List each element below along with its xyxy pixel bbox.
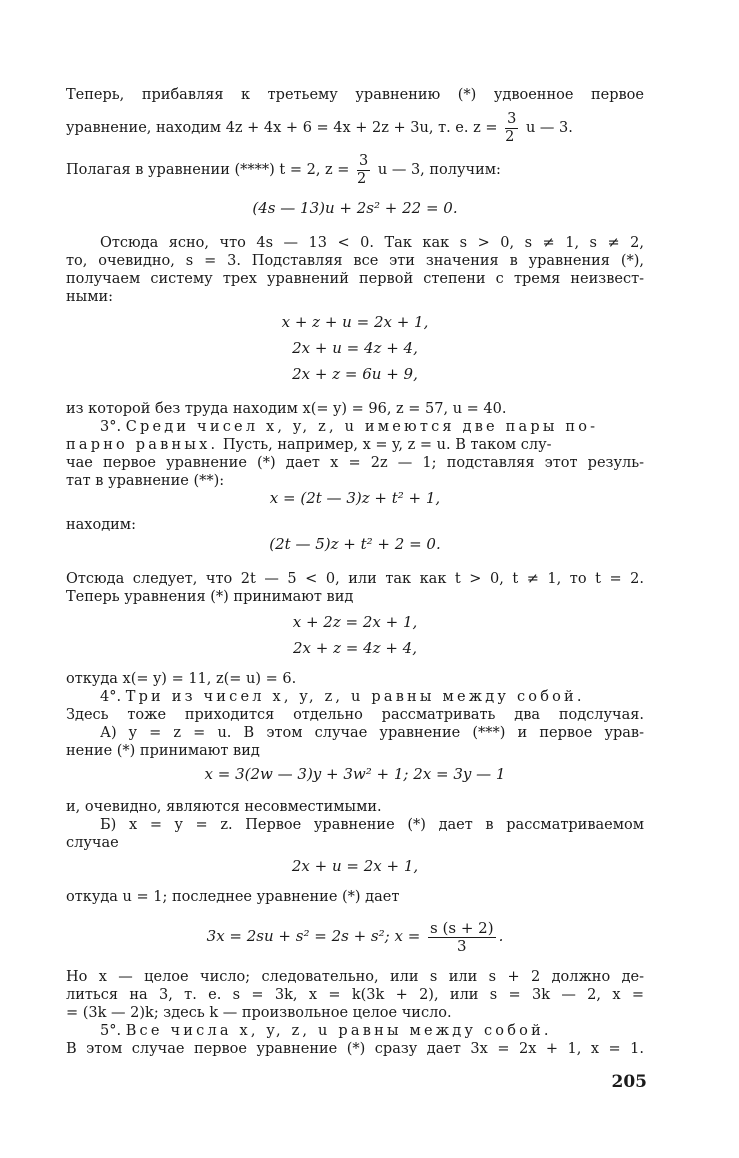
- text-line: Отсюда следует, что 2t — 5 < 0, или так как t > 0, t ≠ 1, то t = 2.: [66, 571, 644, 587]
- equation: (2t — 5)z + t² + 2 = 0.: [269, 535, 441, 553]
- text-line: В этом случае первое уравнение (*) сразу дает 3x = 2x + 1, x = 1.: [66, 1041, 644, 1057]
- fraction: $\frac{3}{2}$: [357, 152, 369, 187]
- text-line: ными:: [66, 289, 114, 305]
- text-line-with-fraction: уравнение, находим 4z + 4x + 6 = 4x + 2z + 3u, т. е. z = $\frac{3}{2}$ u — 3.: [66, 110, 573, 145]
- text-line: Но x — целое число; следовательно, или s или s + 2 должно де-: [66, 969, 644, 985]
- equation: 2x + z = 6u + 9,: [292, 365, 418, 383]
- text-line: откуда u = 1; последнее уравнение (*) дает: [66, 889, 400, 905]
- equation-with-fraction: 3x = 2su + s² = 2s + s²; x = $\frac{s (s + 2)}{3}$ .: [206, 918, 504, 955]
- equation: x + z + u = 2x + 1,: [281, 313, 429, 331]
- text-line: Теперь, прибавляя к третьему уравнению (*) удвоенное первое: [66, 87, 644, 103]
- text-line: нение (*) принимают вид: [66, 743, 260, 759]
- equation: 2x + u = 2x + 1,: [291, 857, 419, 875]
- spaced-heading: Три из чисел x, y, z, u равны между собой.: [125, 689, 585, 705]
- equation: x = 3(2w — 3)y + 3w² + 1; 2x = 3y — 1: [204, 765, 506, 783]
- text-line: Теперь уравнения (*) принимают вид: [66, 589, 354, 605]
- text-line: тат в уравнение (**):: [66, 473, 225, 489]
- equation: x + 2z = 2x + 1,: [292, 613, 418, 631]
- text-line: литься на 3, т. е. s = 3k, x = k(3k + 2), или s = 3k — 2, x =: [66, 987, 644, 1003]
- text-line: случае: [66, 835, 119, 851]
- text-line: А) y = z = u. В этом случае уравнение (***) и первое урав-: [100, 725, 644, 741]
- equation: 2x + z = 4z + 4,: [293, 639, 417, 657]
- text-line: из которой без труда находим x(= y) = 96, z = 57, u = 40.: [66, 401, 507, 417]
- text-line: парно равных. Пусть, например, x = y, z = u. В таком слу-: [66, 437, 552, 453]
- text-line: Отсюда ясно, что 4s — 13 < 0. Так как s > 0, s ≠ 1, s ≠ 2,: [100, 235, 644, 251]
- text-line: 4°. Три из чисел x, y, z, u равны между собой.: [100, 689, 585, 705]
- text-line: 5°. Все числа x, y, z, u равны между собой.: [100, 1023, 552, 1039]
- fraction: $\frac{s (s + 2)}{3}$: [430, 918, 494, 955]
- spaced-heading: парно равных.: [66, 437, 219, 453]
- fraction: $\frac{3}{2}$: [505, 110, 517, 145]
- text-line: 3°. Среди чисел x, y, z, u имеются две пары по-: [100, 419, 599, 435]
- text-line: чае первое уравнение (*) дает x = 2z — 1; подставляя этот резуль-: [66, 455, 644, 471]
- spaced-heading: Все числа x, y, z, u равны между собой.: [125, 1023, 552, 1039]
- text-line: и, очевидно, являются несовместимыми.: [66, 799, 382, 815]
- text-line: находим:: [66, 517, 136, 533]
- page-number: 205: [611, 1072, 647, 1092]
- equation: (4s — 13)u + 2s² + 22 = 0.: [252, 199, 458, 217]
- spaced-heading: Среди чисел x, y, z, u имеются две пары по-: [125, 419, 599, 435]
- equation: x = (2t — 3)z + t² + 1,: [269, 489, 441, 507]
- text-line: Здесь тоже приходится отдельно рассматривать два подслучая.: [66, 707, 644, 723]
- text-line: Б) x = y = z. Первое уравнение (*) дает в рассматриваемом: [100, 817, 644, 833]
- equation: 2x + u = 4z + 4,: [292, 339, 418, 357]
- text-line: то, очевидно, s = 3. Подставляя все эти значения в уравнения (*),: [66, 253, 644, 269]
- text-line: = (3k — 2)k; здесь k — произвольное целое число.: [66, 1005, 452, 1021]
- text-line: получаем систему трех уравнений первой степени с тремя неизвест-: [66, 271, 644, 287]
- text-line: откуда x(= y) = 11, z(= u) = 6.: [66, 671, 297, 687]
- text-line-with-fraction: Полагая в уравнении (****) t = 2, z = $\frac{3}{2}$ u — 3, получим:: [66, 152, 501, 187]
